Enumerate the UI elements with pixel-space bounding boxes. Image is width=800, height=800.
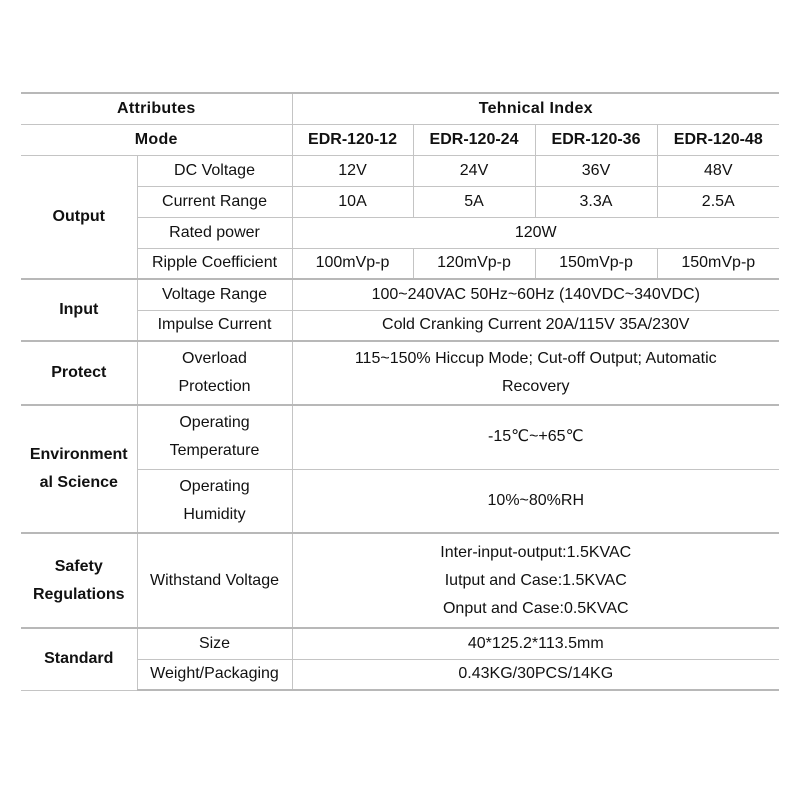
category-safety [21, 533, 137, 628]
value-cell: 36V [535, 155, 657, 186]
model-header: EDR-120-48 [657, 124, 779, 155]
label-line: Overload [182, 350, 247, 367]
category-output: Output [21, 155, 137, 279]
spec-table [21, 92, 779, 691]
attr-weight-packaging: Weight/Packaging [137, 659, 292, 690]
value-cell: 100mVp-p [292, 248, 413, 279]
value-cell: 48V [657, 155, 779, 186]
value-cell: 40*125.2*113.5mm [292, 628, 779, 659]
attr-ripple-coefficient: Ripple Coefficient [137, 248, 292, 279]
attr-overload-protection [137, 341, 292, 405]
value-cell [292, 341, 779, 405]
category-line: Safety [54, 557, 103, 575]
category-standard: Standard [21, 628, 137, 690]
model-header: EDR-120-24 [413, 124, 535, 155]
label-line: Humidity [183, 505, 246, 523]
value-cell: 150mVp-p [535, 248, 657, 279]
mode-header: Mode [21, 124, 292, 155]
value-cell: 150mVp-p [657, 248, 779, 279]
attr-operating-temperature [137, 405, 292, 469]
value-cell: 2.5A [657, 186, 779, 217]
technical-index-header: Tehnical Index [292, 93, 779, 124]
label-line: Protection [178, 378, 251, 395]
value-line: Iutput and Case:1.5KVAC [444, 571, 627, 589]
attr-size: Size [137, 628, 292, 659]
value-cell: 12V [292, 155, 413, 186]
attr-rated-power: Rated power [137, 217, 292, 248]
attr-voltage-range: Voltage Range [137, 279, 292, 310]
category-input: Input [21, 279, 137, 341]
value-line: Recovery [501, 378, 570, 395]
category-line: Environment [29, 446, 128, 463]
attr-operating-humidity [137, 469, 292, 533]
value-line: 115~150% Hiccup Mode; Cut-off Output; Automatic [354, 350, 717, 367]
category-protect: Protect [21, 341, 137, 405]
attr-withstand-voltage: Withstand Voltage [137, 533, 292, 628]
value-cell: 3.3A [535, 186, 657, 217]
label-line: Operating [179, 477, 250, 495]
category-line: Regulations [32, 585, 125, 603]
attributes-header: Attributes [21, 93, 292, 124]
category-line: al Science [39, 474, 118, 491]
value-cell: 5A [413, 186, 535, 217]
model-header: EDR-120-12 [292, 124, 413, 155]
attr-dc-voltage: DC Voltage [137, 155, 292, 186]
label-line: Operating [179, 414, 250, 432]
model-header: EDR-120-36 [535, 124, 657, 155]
value-cell: 120W [292, 217, 779, 248]
value-cell: 0.43KG/30PCS/14KG [292, 659, 779, 690]
value-line: Onput and Case:0.5KVAC [442, 599, 629, 617]
value-cell: 10A [292, 186, 413, 217]
value-cell [292, 533, 779, 628]
value-cell: 10%~80%RH [292, 469, 779, 533]
attr-impulse-current: Impulse Current [137, 310, 292, 341]
attr-current-range: Current Range [137, 186, 292, 217]
category-environment [21, 405, 137, 533]
value-cell: 100~240VAC 50Hz~60Hz (140VDC~340VDC) [292, 279, 779, 310]
value-cell: Cold Cranking Current 20A/115V 35A/230V [292, 310, 779, 341]
value-line: Inter-input-output:1.5KVAC [440, 543, 632, 561]
label-line: Temperature [169, 442, 260, 460]
value-cell: -15℃~+65℃ [292, 405, 779, 469]
value-cell: 24V [413, 155, 535, 186]
value-cell: 120mVp-p [413, 248, 535, 279]
